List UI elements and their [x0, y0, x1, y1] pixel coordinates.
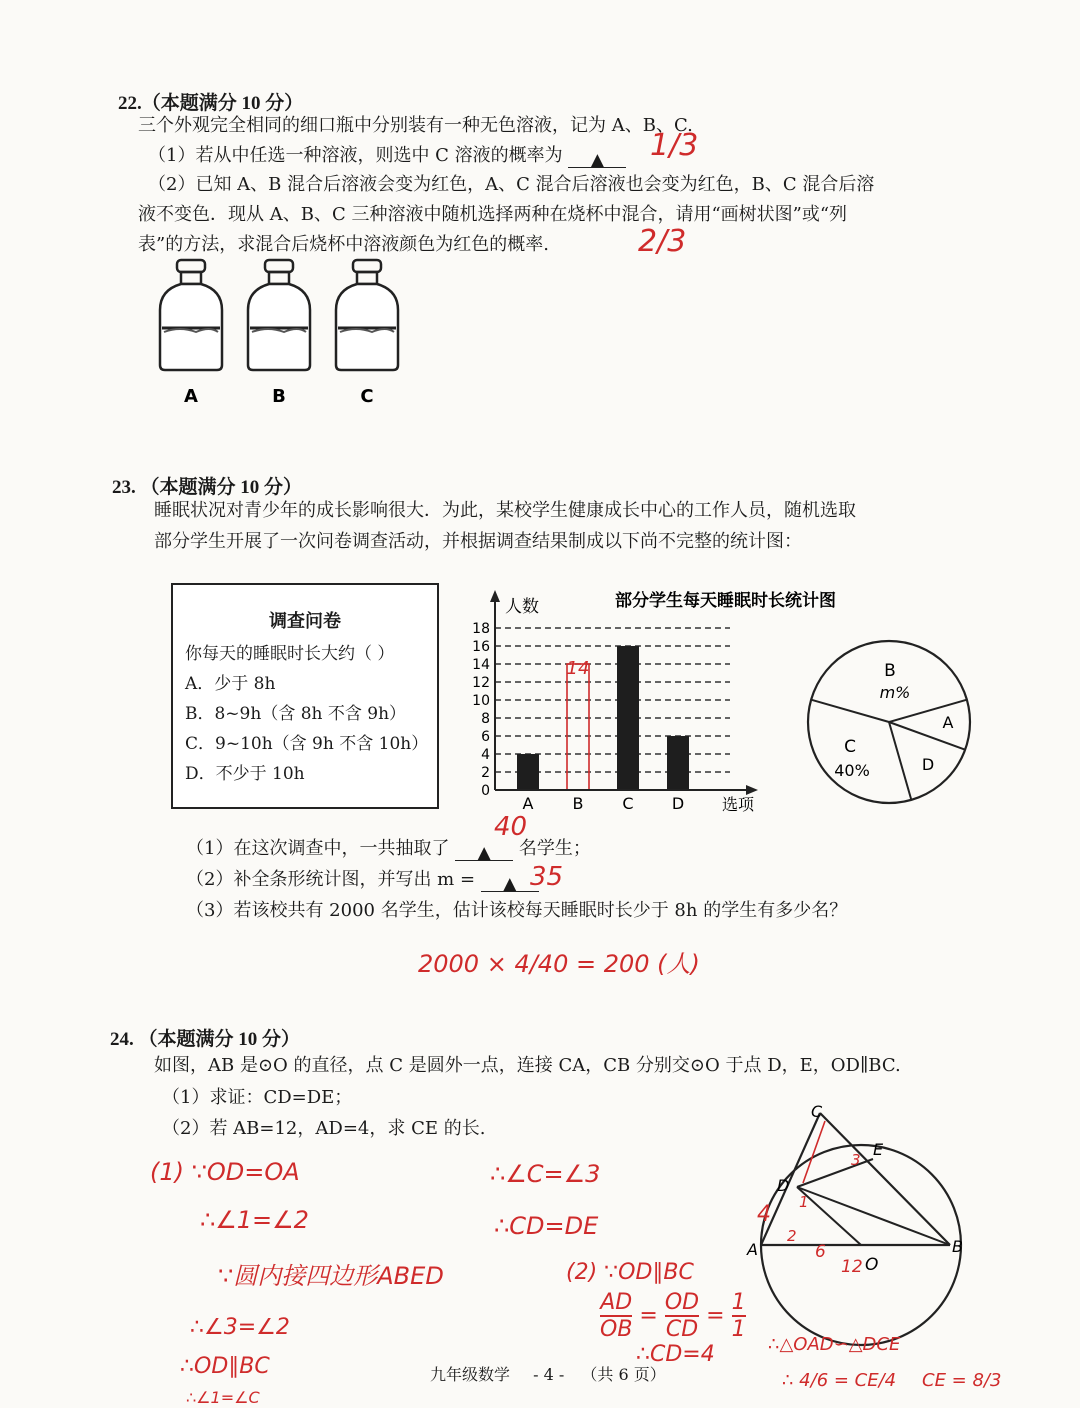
pie-label-b-pct: m%: [879, 683, 911, 702]
pie-slice-divider: [889, 700, 967, 722]
q23-part2: [186, 869, 539, 892]
chart-title: 部分学生每天睡眠时长统计图: [615, 591, 836, 611]
fig-angle-1: 1: [799, 1193, 809, 1211]
q24-work-7: ∴∠C=∠3: [490, 1160, 601, 1188]
segment-db: [797, 1187, 950, 1245]
fig-length-4: 4: [757, 1202, 771, 1227]
q24-score: （本题满分 10 分）: [138, 1029, 301, 1050]
chart-xlabel: 选项: [722, 795, 755, 814]
chart-bar-d: [667, 736, 689, 790]
q23-work: 2000 × 4/40 = 200 (人): [418, 950, 700, 978]
q22-part1: [148, 145, 626, 168]
chart-ytick-label: 2: [481, 765, 490, 781]
pie-label-c: C: [844, 737, 856, 757]
pie-label-a: A: [942, 713, 954, 732]
q24-work-13: ∴ 4/6 = CE/4: [782, 1370, 897, 1391]
q24-work-9: (2) ∵OD∥BC: [566, 1260, 694, 1285]
footer-subject: 九年级数学: [430, 1365, 511, 1384]
fig-length-12: 12: [841, 1257, 863, 1277]
frac-od: OD: [664, 1290, 700, 1315]
chart-handwritten-label: 14: [566, 658, 590, 679]
bottle-label-b: B: [272, 386, 286, 407]
q24-intro: 如图，AB 是⊙O 的直径，点 C 是圆外一点，连接 CA，CB 分别交⊙O 于点 D，E，OD∥BC.: [154, 1055, 901, 1076]
q22-score: （本题满分 10 分）: [141, 93, 304, 114]
chart-ytick-label: 16: [472, 639, 490, 655]
q23-part1-blank: ▲: [455, 842, 513, 861]
survey-title: 调查问卷: [269, 611, 341, 632]
footer-page: - 4 -: [533, 1365, 565, 1384]
q23-intro1: 睡眠状况对青少年的成长影响很大．为此，某校学生健康成长中心的工作人员，随机选取: [154, 500, 856, 521]
bar-chart: [450, 582, 836, 820]
fig-label-b: B: [952, 1237, 963, 1256]
fig-length-6: 6: [815, 1242, 826, 1262]
q23-part1-answer: 40: [494, 812, 528, 842]
q24-work-3: ∵圆内接四边形ABED: [218, 1262, 444, 1290]
q22-bottles-figure: [150, 250, 410, 410]
q23-part2-answer: 35: [530, 862, 564, 892]
q22-part2-line3: 表”的方法，求混合后烧杯中溶液颜色为红色的概率.: [138, 234, 549, 255]
q22-number: 22.: [118, 93, 142, 114]
chart-ytick-label: 10: [472, 693, 490, 709]
fig-label-d: D: [777, 1176, 790, 1195]
q24-number: 24.: [110, 1029, 134, 1050]
chart-ytick-label: 0: [481, 783, 490, 799]
q22-header: [118, 88, 303, 115]
q23-number: 23.: [112, 477, 136, 498]
q24-work-8: ∴CD=DE: [494, 1212, 599, 1240]
frac-one-num: 1: [731, 1290, 746, 1315]
survey-option-d: D．不少于 10h: [185, 764, 305, 784]
q23-part1-text: （1）在这次调查中，一共抽取了: [186, 838, 450, 859]
pie-label-c-pct: 40%: [834, 761, 870, 780]
q22-part1-text: （1）若从中任选一种溶液，则选中 C 溶液的概率为: [148, 145, 563, 166]
fig-label-c: C: [811, 1102, 823, 1121]
q24-work-6: ∴∠1=∠C: [186, 1388, 260, 1407]
fig-label-a: A: [747, 1240, 758, 1259]
chart-xtick-c: C: [622, 794, 634, 813]
q24-part1: （1）求证：CD=DE；: [162, 1087, 353, 1108]
q22-part1-answer: 1/3: [650, 128, 699, 163]
chart-xtick-b: B: [572, 794, 584, 813]
q24-work-1: (1) ∵OD=OA: [150, 1158, 300, 1186]
q23-part2-blank: ▲: [481, 873, 539, 892]
q24-work-14: CE = 8/3: [922, 1370, 1002, 1391]
chart-ytick-label: 18: [472, 621, 490, 637]
survey-question: 你每天的睡眠时长大约（ ）: [185, 644, 395, 664]
pie-label-d: D: [921, 755, 935, 774]
q22-part2-line2: 液不变色．现从 A、B、C 三种溶液中随机选择两种在烧杯中混合，请用“画树状图”或“列: [138, 204, 848, 225]
q23-score: （本题满分 10 分）: [140, 477, 303, 498]
pie-slice-divider: [889, 722, 965, 750]
page-footer: [430, 1362, 666, 1385]
q23-intro2: 部分学生开展了一次问卷调查活动，并根据调查结果制成以下尚不完整的统计图：: [154, 531, 802, 552]
geometry-figure: [745, 1095, 975, 1345]
q23-part3: （3）若该校共有 2000 名学生，估计该校每天睡眠时长少于 8h 的学生有多少名？: [186, 900, 848, 921]
q24-work-2: ∴∠1=∠2: [200, 1206, 309, 1234]
frac-ad: AD: [600, 1290, 633, 1315]
survey-option-c: C．9~10h（含 9h 不含 10h）: [185, 734, 429, 754]
bottle-a: [160, 260, 222, 407]
bottle-label-c: C: [360, 386, 374, 407]
survey-option-b: B．8~9h（含 8h 不含 9h）: [185, 704, 407, 724]
q24-work-11: ∴CD=4: [636, 1342, 715, 1367]
q22-part2-answer: 2/3: [638, 224, 687, 259]
segment-de: [797, 1159, 873, 1187]
fig-angle-3: 3: [851, 1151, 861, 1169]
q24-part2: （2）若 AB=12，AD=4，求 CE 的长.: [162, 1118, 486, 1139]
chart-ytick-label: 14: [472, 657, 490, 673]
chart-xtick-d: D: [671, 794, 685, 813]
chart-ytick-label: 12: [472, 675, 490, 691]
chart-xtick-a: A: [522, 794, 534, 813]
chart-bar-c: [617, 646, 639, 790]
q24-work-12: ∴△OAD∽△DCE: [768, 1334, 901, 1355]
q22-part2-line1: （2）已知 A、B 混合后溶液会变为红色，A、C 混合后溶液也会变为红色，B、C 混合后溶: [148, 174, 875, 195]
q23-part2-text: （2）补全条形统计图，并写出 m =: [186, 869, 476, 890]
pie-chart: [800, 640, 980, 805]
q24-work-10: $\frac{AD}{OB}$ = $\frac{OD}{CD}$ = $\frac{1}{1}$: [600, 1290, 746, 1342]
pie-slice-divider: [889, 722, 911, 800]
chart-ytick-label: 4: [481, 747, 490, 763]
chart-y-arrow: [490, 590, 500, 602]
survey-box: [171, 583, 439, 809]
bottle-b: [248, 260, 310, 407]
chart-bar-b-handdrawn: [567, 664, 589, 790]
frac-one-den: 1: [731, 1317, 746, 1342]
chart-x-arrow: [746, 785, 758, 795]
q22-intro: 三个外观完全相同的细口瓶中分别装有一种无色溶液，记为 A、B、C.: [138, 115, 693, 136]
fig-angle-2: 2: [787, 1227, 797, 1245]
chart-ylabel: 人数: [505, 597, 539, 617]
fig-label-o: O: [865, 1255, 879, 1275]
frac-ob: OB: [600, 1317, 633, 1342]
q24-work-4: ∴∠3=∠2: [190, 1315, 290, 1340]
q24-work-5: ∴OD∥BC: [180, 1354, 270, 1379]
pie-label-b: B: [884, 661, 896, 681]
frac-cd: CD: [665, 1317, 699, 1342]
bottle-label-a: A: [184, 386, 198, 407]
q23-part1: [186, 838, 591, 861]
chart-ytick-label: 6: [481, 729, 490, 745]
footer-total: （共 6 页）: [581, 1365, 666, 1384]
survey-option-a: A．少于 8h: [185, 674, 276, 694]
q24-header: [110, 1024, 300, 1051]
q23-header: [112, 472, 302, 499]
chart-ytick-label: 8: [481, 711, 490, 727]
pie-slice-divider: [811, 700, 889, 722]
fig-label-e: E: [873, 1140, 884, 1159]
chart-bar-a: [517, 754, 539, 790]
q23-part1-tail: 名学生；: [518, 838, 591, 859]
bottle-c: [336, 260, 398, 407]
q22-part1-blank: ▲: [568, 149, 626, 168]
